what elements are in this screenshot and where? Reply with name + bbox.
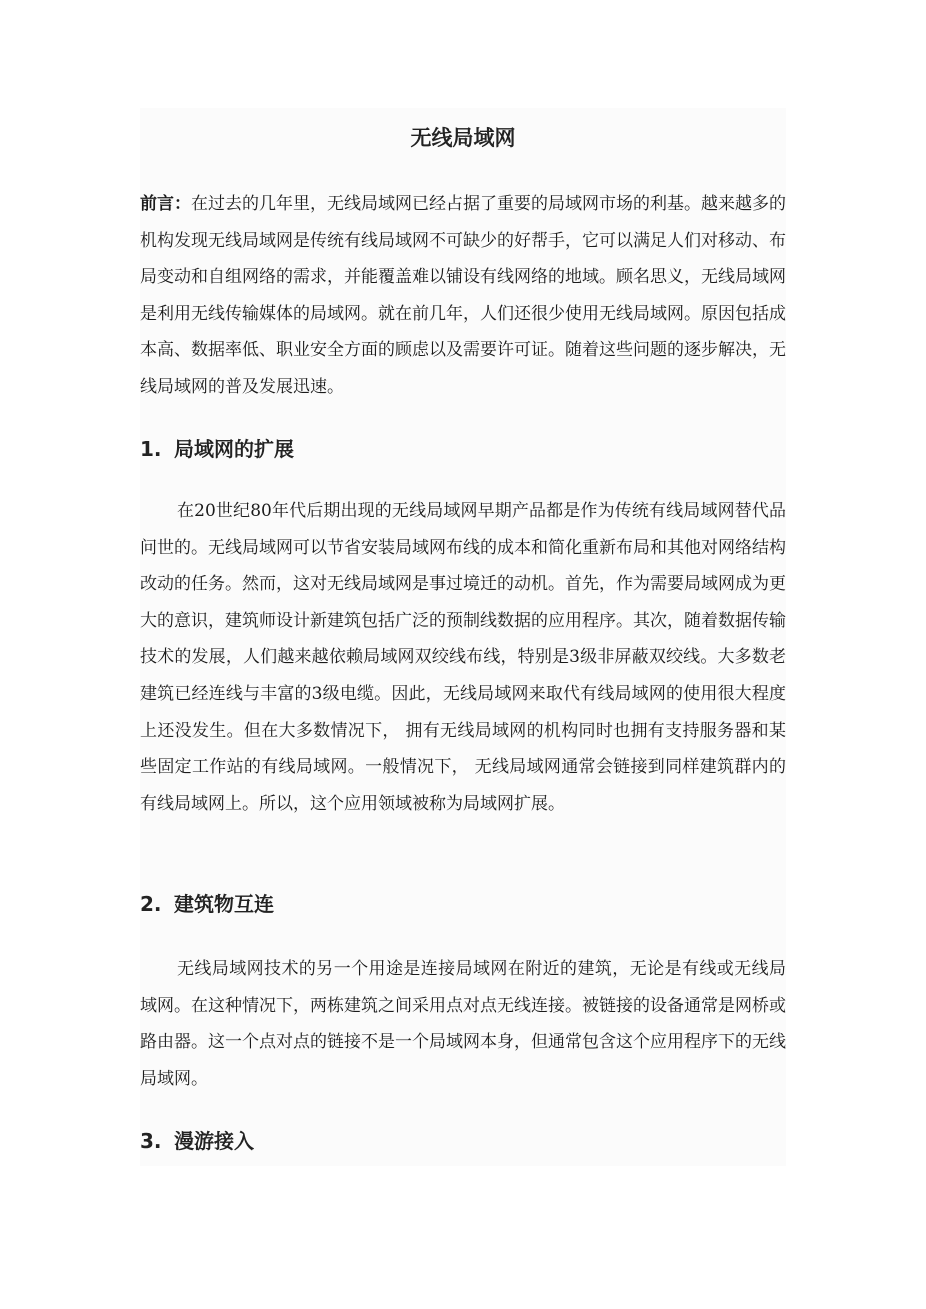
section-2-title: 建筑物互连 [174, 892, 274, 916]
section-1-title: 局域网的扩展 [174, 437, 294, 461]
section-2-body: 无线局域网技术的另一个用途是连接局域网在附近的建筑，无论是有线或无线局域网。在这种情况下，两栋建筑之间采用点对点无线连接。被链接的设备通常是网桥或路由器。这一个点对点的链接不是一个局域网本身，但通常包含这个应用程序下的无线局域网。 [140, 959, 786, 1089]
section-1-body: 在20世纪80年代后期出现的无线局域网早期产品都是作为传统有线局域网替代品问世的。无线局域网可以节省安装局域网布线的成本和简化重新布局和其他对网络结构改动的任务。然而，这对无线局域网是事过境迁的动机。首先，作为需要局域网成为更大的意识，建筑师设计新建筑包括广泛的预制线数据的应用程序。其次，随着数据传输技术的发展，人们越来越依赖局域网双绞线布线，特别是3级非屏蔽双绞线。大多数老建筑已经连线与丰富的3级电缆。因此，无线局域网来取代有线局域网的使用很大程度上还没发生。但在大多数情况下， 拥有无线局域网的机构同时也拥有支持服务器和某些固定工作站的有线局域网。一般情况下， 无线局域网通常会链接到同样建筑群内的有线局域网上。所以，这个应用领域被称为局域网扩展。 [140, 501, 786, 814]
intro-lead: 前言： [140, 194, 191, 214]
section-2-heading [140, 889, 274, 919]
section-1-heading [140, 434, 294, 464]
document-page [140, 108, 786, 1166]
section-3-number: 3. [140, 1129, 162, 1153]
section-3-title: 漫游接入 [174, 1129, 254, 1153]
section-3-heading [140, 1126, 254, 1156]
intro-paragraph [140, 186, 786, 406]
document-title: 无线局域网 [410, 126, 516, 150]
section-1-number: 1. [140, 437, 162, 461]
intro-text: 在过去的几年里，无线局域网已经占据了重要的局域网市场的利基。越来越多的机构发现无线局域网是传统有线局域网不可缺少的好帮手，它可以满足人们对移动、布局变动和自组网络的需求，并能覆盖难以铺设有线网络的地域。顾名思义，无线局域网是利用无线传输媒体的局域网。就在前几年，人们还很少使用无线局域网。原因包括成本高、数据率低、职业安全方面的顾虑以及需要许可证。随着这些问题的逐步解决，无线局域网的普及发展迅速。 [140, 194, 786, 397]
section-2-number: 2. [140, 892, 162, 916]
